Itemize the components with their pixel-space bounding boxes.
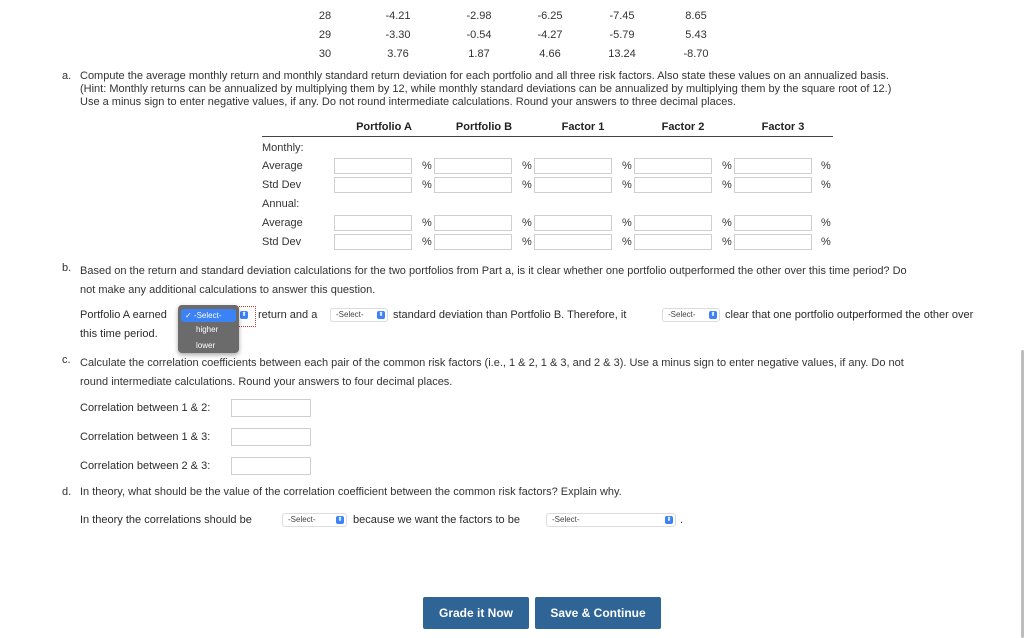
select-arrow-icon: ⬍ [378, 312, 384, 318]
option-label: lower [196, 341, 216, 350]
part-a-line-3: Use a minus sign to enter negative values, if any. Do not round intermediate calculations. Round your answers to three decimal places. [80, 96, 736, 108]
corr-23-label: Correlation between 2 & 3: [80, 460, 211, 472]
monthly-stddev-portfolio-b-input[interactable] [434, 177, 512, 193]
percent-sign: % [821, 236, 831, 248]
header-divider [262, 136, 833, 137]
cell-period: 30 [318, 48, 332, 60]
percent-sign: % [622, 160, 632, 172]
part-b-text-5: this time period. [80, 328, 158, 340]
part-d-text-1: In theory the correlations should be [80, 514, 252, 526]
dropdown-option-select[interactable] [181, 309, 236, 322]
part-d-question: In theory, what should be the value of the correlation coefficient between the common risk factors? Explain why. [80, 486, 622, 498]
cell-portfolio-a: -4.21 [385, 10, 411, 22]
cell-factor-1: -6.25 [537, 10, 563, 22]
annual-average-factor-1-input[interactable] [534, 215, 612, 231]
select-arrow-icon: ⬍ [337, 517, 343, 523]
higher-lower-select-1[interactable] [237, 306, 256, 327]
corr-13-input[interactable] [231, 428, 311, 446]
monthly-stddev-factor-1-input[interactable] [534, 177, 612, 193]
select-value: -Select- [552, 515, 580, 524]
percent-sign: % [422, 179, 432, 191]
annual-label: Annual: [262, 198, 300, 210]
percent-sign: % [522, 236, 532, 248]
annual-average-portfolio-a-input[interactable] [334, 215, 412, 231]
percent-sign: % [821, 160, 831, 172]
annual-average-portfolio-b-input[interactable] [434, 215, 512, 231]
cell-period: 29 [318, 29, 332, 41]
percent-sign: % [821, 179, 831, 191]
part-b-label: b. [62, 262, 72, 274]
percent-sign: % [622, 179, 632, 191]
cell-portfolio-b: 1.87 [468, 48, 490, 60]
dropdown-option-lower[interactable] [196, 341, 215, 350]
annual-stddev-portfolio-b-input[interactable] [434, 234, 512, 250]
corr-13-label: Correlation between 1 & 3: [80, 431, 211, 443]
annual-average-label: Average [262, 217, 303, 229]
grade-it-now-button[interactable]: Grade it Now [423, 597, 529, 629]
option-label: higher [196, 325, 219, 334]
option-label: ✓ -Select- [185, 311, 222, 320]
percent-sign: % [522, 179, 532, 191]
part-a-label: a. [62, 70, 72, 82]
monthly-average-factor-3-input[interactable] [734, 158, 812, 174]
percent-sign: % [522, 217, 532, 229]
cell-factor-1: 4.66 [539, 48, 561, 60]
part-b-text-3: standard deviation than Portfolio B. Therefore, it [393, 309, 627, 321]
monthly-stddev-factor-3-input[interactable] [734, 177, 812, 193]
annual-average-factor-2-input[interactable] [634, 215, 712, 231]
monthly-stddev-label: Std Dev [262, 179, 302, 191]
is-isnt-select[interactable] [662, 308, 720, 322]
part-a-instructions [80, 70, 1010, 109]
corr-23-input[interactable] [231, 457, 311, 475]
select-arrow-icon: ⬍ [666, 517, 672, 523]
percent-sign: % [622, 217, 632, 229]
col-header-portfolio-b: Portfolio B [455, 121, 513, 133]
percent-sign: % [622, 236, 632, 248]
annual-average-factor-3-input[interactable] [734, 215, 812, 231]
part-b-line-2: not make any additional calculations to answer this question. [80, 284, 376, 296]
monthly-average-label: Average [262, 160, 303, 172]
select-arrow-icon: ⬍ [710, 312, 716, 318]
factor-reason-select[interactable] [546, 513, 676, 527]
part-d-label: d. [62, 486, 72, 498]
annual-stddev-portfolio-a-input[interactable] [334, 234, 412, 250]
percent-sign: % [422, 217, 432, 229]
cell-factor-1: -4.27 [537, 29, 563, 41]
cell-portfolio-b: -2.98 [466, 10, 492, 22]
annual-stddev-factor-2-input[interactable] [634, 234, 712, 250]
percent-sign: % [422, 236, 432, 248]
part-d-period: . [680, 514, 684, 526]
part-a-line-2: (Hint: Monthly returns can be annualized by multiplying them by 12, while monthly standard deviations can be annualized by multiplying them by the square root of 12.) [80, 83, 892, 95]
part-d-text-2: because we want the factors to be [353, 514, 520, 526]
cell-portfolio-a: -3.30 [385, 29, 411, 41]
cell-portfolio-a: 3.76 [387, 48, 409, 60]
monthly-average-factor-1-input[interactable] [534, 158, 612, 174]
col-header-factor-2: Factor 2 [661, 121, 705, 133]
col-header-portfolio-a: Portfolio A [356, 121, 412, 133]
monthly-average-factor-2-input[interactable] [634, 158, 712, 174]
select-value: -Select- [336, 310, 364, 319]
part-b-text-2: return and a [258, 309, 318, 321]
part-c-question [80, 354, 1020, 392]
percent-sign: % [821, 217, 831, 229]
part-b-text-1: Portfolio A earned [80, 309, 167, 321]
cell-portfolio-b: -0.54 [466, 29, 492, 41]
part-c-line-2: round intermediate calculations. Round your answers to four decimal places. [80, 376, 453, 388]
select-value: -Select- [668, 310, 696, 319]
part-b-line-1: Based on the return and standard deviation calculations for the two portfolios from Part a, is it clear whether one portfolio outperformed the other over this time period? Do [80, 265, 907, 277]
part-c-line-1: Calculate the correlation coefficients between each pair of the common risk factors (i.e., 1 & 2, 1 & 3, and 2 & 3). Use a minus sign to enter negative values, if any. Do not [80, 357, 904, 369]
correlation-value-select[interactable] [282, 513, 347, 527]
cell-factor-2: -5.79 [609, 29, 635, 41]
annual-stddev-label: Std Dev [262, 236, 302, 248]
corr-12-input[interactable] [231, 399, 311, 417]
annual-stddev-factor-3-input[interactable] [734, 234, 812, 250]
monthly-stddev-portfolio-a-input[interactable] [334, 177, 412, 193]
cell-factor-3: 5.43 [685, 29, 707, 41]
percent-sign: % [722, 217, 732, 229]
percent-sign: % [722, 160, 732, 172]
select-arrow-icon: ⬍ [241, 312, 247, 318]
dropdown-menu [178, 305, 239, 353]
part-b-text-4: clear that one portfolio outperformed the other over [725, 309, 974, 321]
monthly-average-portfolio-a-input[interactable] [334, 158, 412, 174]
percent-sign: % [722, 236, 732, 248]
monthly-average-portfolio-b-input[interactable] [434, 158, 512, 174]
monthly-stddev-factor-2-input[interactable] [634, 177, 712, 193]
percent-sign: % [522, 160, 532, 172]
percent-sign: % [722, 179, 732, 191]
cell-factor-2: -7.45 [609, 10, 635, 22]
part-b-question [80, 262, 1020, 300]
lower-higher-select-2[interactable] [330, 308, 388, 322]
monthly-label: Monthly: [262, 142, 304, 154]
select-value: -Select- [288, 515, 316, 524]
cell-factor-2: 13.24 [608, 48, 636, 60]
percent-sign: % [422, 160, 432, 172]
dropdown-option-higher[interactable] [196, 325, 218, 334]
corr-12-label: Correlation between 1 & 2: [80, 402, 211, 414]
cell-factor-3: -8.70 [683, 48, 709, 60]
col-header-factor-1: Factor 1 [561, 121, 605, 133]
annual-stddev-factor-1-input[interactable] [534, 234, 612, 250]
cut-off-row [0, 0, 1024, 4]
col-header-factor-3: Factor 3 [761, 121, 805, 133]
part-c-label: c. [62, 354, 71, 366]
part-a-line-1: Compute the average monthly return and monthly standard return deviation for each portfolio and all three risk factors. Also state these values on an annualized basis. [80, 70, 889, 82]
cell-period: 28 [318, 10, 332, 22]
save-continue-button[interactable]: Save & Continue [535, 597, 661, 629]
cell-factor-3: 8.65 [685, 10, 707, 22]
